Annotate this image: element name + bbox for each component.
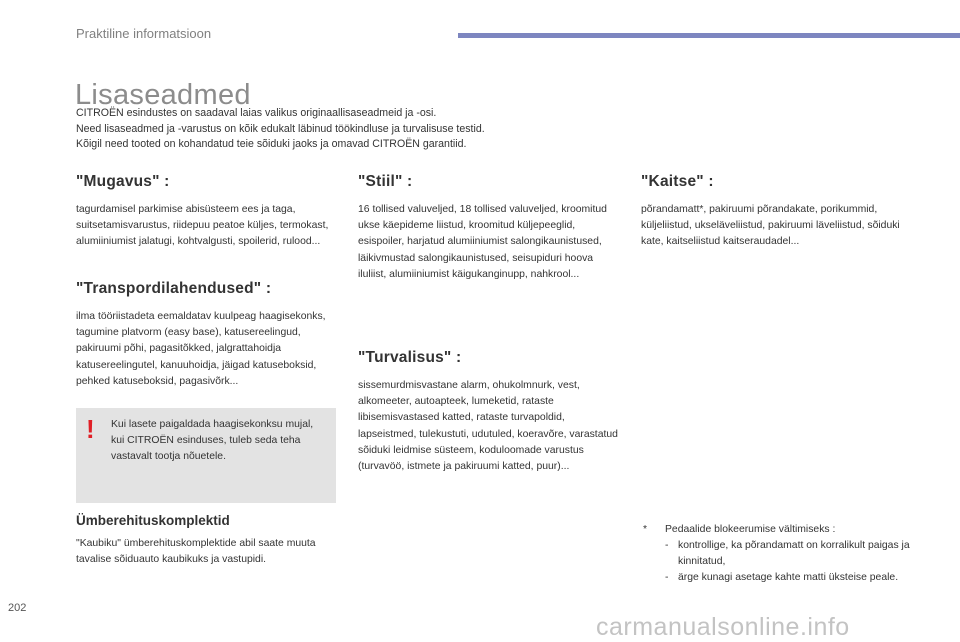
section-transport: [76, 280, 341, 390]
header-title: Praktiline informatsioon: [76, 26, 212, 41]
section-text: ilma tööriistadeta eemaldatav kuulpeag haagisekonks, tagumine platvorm (easy base), katusereelingud, pakiruumi põhi, pagasitõkked, jalgrattahoidja katusereelingutel, kanuuhoidja, jäigad katuseboksid, pehked katuseboksid, pagasivõrk...: [76, 311, 326, 387]
watermark: carmanualsonline.info: [596, 613, 850, 641]
section-heading: Ümberehituskomplektid: [76, 513, 230, 528]
warning-box: [76, 408, 336, 503]
section-turvalisus: [358, 349, 620, 475]
intro-line: Need lisaseadmed ja -varustus on kõik edukalt läbinud töökindluse ja turvalisuse testid.: [76, 122, 485, 135]
section-text: sissemurdmisvastane alarm, ohukolmnurk, vest, alkomeeter, autoapteek, lumeketid, rataste libisemisvastased katted, rataste turvapoldid, lapseistmed, tulekustuti, udutuled, koeravõre, varastatud sõiduki leidmise süsteem, koduloomade varustus (turvavöö, istmete ja pakiruumi katted, puur)...: [358, 380, 618, 473]
intro-text: [76, 106, 636, 153]
section-mugavus: [76, 173, 341, 251]
section-umberehitus: [76, 513, 336, 568]
header-bar: [458, 33, 960, 38]
intro-line: Kõigil need tooted on kohandatud teie sõiduki jaoks ja omavad CITROËN garantiid.: [76, 138, 467, 150]
section-heading: "Kaitse" :: [641, 173, 714, 190]
section-text: põrandamatt*, pakiruumi põrandakate, porikummid, küljeliistud, ukseläveliistud, pakiruumi läveliistud, sõiduki kate, kaitseliistud kaitseraudadel...: [641, 204, 900, 248]
section-heading: "Stiil" :: [358, 173, 413, 190]
footnote-intro: Pedaalide blokeerumise vältimiseks :: [665, 524, 836, 535]
section-kaitse: [641, 173, 903, 251]
section-heading: "Transpordilahendused" :: [76, 280, 272, 297]
warning-text: Kui lasete paigaldada haagisekonksu mujal, kui CITROËN esinduses, tuleb seda teha vastavalt tootja nõuetele.: [111, 419, 314, 462]
intro-line: CITROËN esindustes on saadaval laias valikus originaallisaseadmeid ja -osi.: [76, 107, 437, 119]
footnote-star: *: [643, 524, 648, 535]
section-text: tagurdamisel parkimise abisüsteem ees ja taga, suitsetamisvarustus, riidepuu peatoe küljes, termokast, alumiiniumist jalatugi, kohtvalgusti, spoilerid, rulood...: [76, 204, 329, 248]
footnote: [643, 522, 913, 586]
warning-icon: !: [86, 414, 95, 444]
section-text: "Kaubiku" ümberehituskomplektide abil saate muuta tavalise sõiduauto kaubikuks ja vastupidi.: [76, 538, 316, 566]
section-text: 16 tollised valuveljed, 18 tollised valuveljed, kroomitud ukse käepideme liistud, kroomitud küljepeeglid, esispoiler, harjatud alumiiniumist salongikaunistused, läikivmustad salongikaunistused, seisupiduri hoova iluliist, alumiiniumist käigukanginupp, nahkrool...: [358, 204, 607, 280]
section-heading: "Mugavus" :: [76, 173, 170, 190]
section-heading: "Turvalisus" :: [358, 349, 462, 366]
page-number: 202: [8, 602, 27, 614]
page-title: Lisaseadmed: [75, 79, 251, 112]
footnote-item: - kontrollige, ka põrandamatt on korralikult paigas ja kinnitatud,: [665, 540, 910, 567]
footnote-list: [643, 538, 913, 586]
footnote-item: - ärge kunagi asetage kahte matti üksteise peale.: [665, 572, 899, 583]
section-stiil: [358, 173, 620, 283]
